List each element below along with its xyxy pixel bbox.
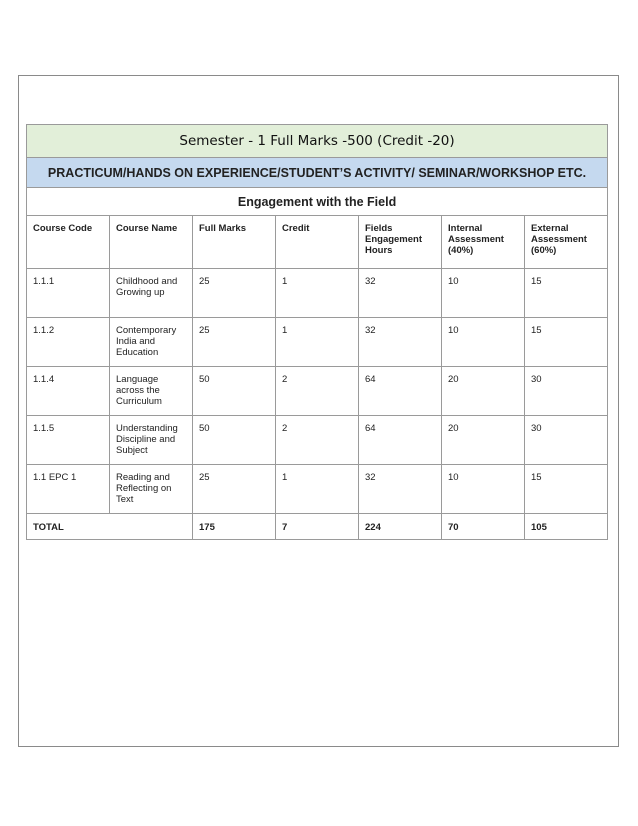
- table-row: [27, 269, 608, 318]
- total-credit: 7: [282, 522, 288, 533]
- table-row: [27, 367, 608, 416]
- total-full-marks: 175: [199, 522, 215, 533]
- column-header-row: [27, 216, 608, 269]
- total-label: TOTAL: [33, 522, 64, 533]
- header-full-marks: Full Marks: [199, 223, 246, 234]
- full-marks: 25: [199, 325, 210, 336]
- full-marks: 25: [199, 472, 210, 483]
- course-code: 1.1.1: [33, 276, 55, 287]
- section-heading-row: [27, 158, 608, 188]
- section-heading: PRACTICUM/HANDS ON EXPERIENCE/STUDENT’S ACTIVITY/ SEMINAR/WORKSHOP ETC.: [27, 158, 608, 188]
- internal-assessment: 20: [448, 374, 459, 385]
- internal-assessment: 10: [448, 472, 459, 483]
- credit: 2: [282, 374, 288, 385]
- header-credit: Credit: [282, 223, 310, 234]
- external-assessment: 30: [531, 374, 542, 385]
- credit: 2: [282, 423, 288, 434]
- internal-assessment: 10: [448, 276, 459, 287]
- credit: 1: [282, 325, 288, 336]
- course-code: 1.1.4: [33, 374, 55, 385]
- table-row: [27, 318, 608, 367]
- field-hours: 32: [365, 325, 376, 336]
- header-internal: Internal Assessment (40%): [448, 223, 504, 256]
- internal-assessment: 20: [448, 423, 459, 434]
- field-hours: 32: [365, 276, 376, 287]
- course-name: Reading and Reflecting on Text: [116, 472, 172, 505]
- total-hours: 224: [365, 522, 381, 533]
- external-assessment: 15: [531, 325, 542, 336]
- course-name: Contemporary India and Education: [116, 325, 177, 358]
- course-name: Language across the Curriculum: [116, 374, 162, 407]
- header-field-hours: Fields Engagement Hours: [365, 223, 423, 256]
- total-row: [27, 514, 608, 540]
- header-course-code: Course Code: [33, 223, 93, 234]
- external-assessment: 15: [531, 276, 542, 287]
- external-assessment: 30: [531, 423, 542, 434]
- title-row: [27, 125, 608, 158]
- total-internal: 70: [448, 522, 459, 533]
- table-row: [27, 465, 608, 514]
- course-code: 1.1 EPC 1: [33, 472, 77, 483]
- credit: 1: [282, 472, 288, 483]
- full-marks: 25: [199, 276, 210, 287]
- semester-title: Semester - 1 Full Marks -500 (Credit -20): [27, 125, 608, 158]
- field-hours: 64: [365, 423, 376, 434]
- table-row: [27, 416, 608, 465]
- course-name: Understanding Discipline and Subject: [116, 423, 178, 456]
- total-external: 105: [531, 522, 547, 533]
- marks-table: [26, 124, 608, 540]
- credit: 1: [282, 276, 288, 287]
- full-marks: 50: [199, 423, 210, 434]
- external-assessment: 15: [531, 472, 542, 483]
- full-marks: 50: [199, 374, 210, 385]
- field-hours: 64: [365, 374, 376, 385]
- course-code: 1.1.2: [33, 325, 55, 336]
- internal-assessment: 10: [448, 325, 459, 336]
- course-code: 1.1.5: [33, 423, 55, 434]
- sub-heading: Engagement with the Field: [27, 188, 608, 216]
- sub-heading-row: [27, 188, 608, 216]
- field-hours: 32: [365, 472, 376, 483]
- course-name: Childhood and Growing up: [116, 276, 178, 298]
- header-course-name: Course Name: [116, 223, 178, 234]
- header-external: External Assessment (60%): [531, 223, 587, 256]
